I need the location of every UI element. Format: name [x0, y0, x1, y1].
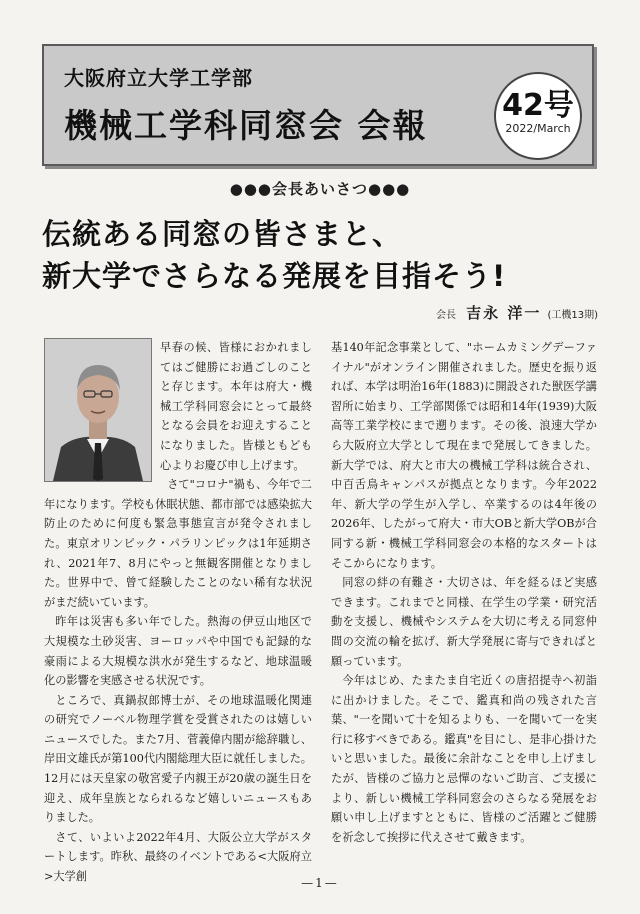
photo-float-spacer [44, 338, 156, 484]
page-number: —1— [301, 876, 339, 890]
issue-badge [494, 72, 582, 160]
issue-number: 42号 [502, 88, 574, 123]
headline-line-1: 伝統ある同窓の皆さまと、 [42, 217, 403, 251]
masthead-subtitle: 大阪府立大学工学部 [64, 66, 253, 90]
paragraph: 基140年記念事業として、"ホームカミングデーファイナル"がオンライン開催されました。歴史を振り返れば、本学は明治16年(1883)に開設された獣医学講習所に始まり、工学部関係では昭和14年(1939)大阪高等工業学校にまで遡ります。その後、浪速大学から大阪府立大学として現在まで発展してきました。新大学では、府大と市大の機械工学科は統合され、中百舌鳥キャンパスが拠点となります。今年2022年、新大学の学生が入学し、卒業するのは4年後の2026年、したがって府大・市大OBと新大学OBが合同する新・機械工学科同窓会の本格的なスタートはそこからになります。 [331, 341, 597, 570]
headline-line-2: 新大学でさらなる発展を目指そう! [42, 259, 507, 293]
paragraph: 今年はじめ、たまたま自宅近くの唐招提寺へ初詣に出かけました。そこで、鑑真和尚の残された言葉、"一を聞いて十を知るよりも、一を聞いて一を実行に移すべきである。鑑真"を目にし、是非心掛けたいと思いました。最後に余計なことを申し上げましたが、皆様のご協力と忌憚のないご助言、ご支援により、新しい機械工学科同窓会のさらなる発展をお願い申し上げますとともに、皆様のご活躍とご健勝を祈念して挨拶に代えさせて戴きます。 [331, 674, 597, 844]
author-class: (工機13期) [547, 310, 598, 321]
article-right-column [331, 338, 597, 847]
paragraph: 早春の候、皆様におかれましてはご健勝にお過ごしのことと存じます。本年は府大・機械工学科同窓会にとって最終となる会員をお迎えすることになりました。皆様ともども心よりお慶び申し上げます。 [160, 341, 312, 472]
author-byline [436, 302, 598, 323]
paragraph: 昨年は災害も多い年でした。熱海の伊豆山地区で大規模な土砂災害、ヨーロッパや中国でも記録的な豪雨による大規模な洪水が発生するなど、地球温暖化の影響を実感させる状況です。 [44, 615, 312, 688]
paragraph: さて、いよいよ2022年4月、大阪公立大学がスタートします。昨秋、最終のイベントである<大阪府立>大学創 [44, 830, 312, 884]
article-left-column [44, 338, 312, 887]
paragraph: さて"コロナ"禍も、今年で二年になります。学校も休眠状態、都市部では感染拡大防止のために何度も緊急事態宣言が発令されました。東京オリンピック・パラリンピックは1年延期され、2021年7、8月にやっと無観客開催となりました。世界中で、曾て経験したことのない稀有な状況がまだ続いています。 [44, 478, 312, 609]
section-heading: ●●●会長あいさつ●●● [229, 180, 411, 198]
author-name: 吉永 洋一 [466, 304, 542, 322]
masthead-title: 機械工学科同窓会 会報 [64, 106, 428, 145]
paragraph: ところで、真鍋叔郎博士が、その地球温暖化関連の研究でノーベル物理学賞を受賞されたのは嬉しいニュースでした。また7月、菅義偉内閣が総辞職し、岸田文雄氏が第100代内閣総理大臣に就任しました。12月には天皇家の敬宮愛子内親王が20歳の誕生日を迎え、成年皇族となられるなど嬉しいニュースもありました。 [44, 693, 312, 825]
author-role: 会長 [435, 310, 456, 321]
issue-date: 2022/March [505, 122, 571, 135]
paragraph: 同窓の絆の有難さ・大切さは、年を経るほど実感できます。これまでと同様、在学生の学業・研究活動を支援し、機械やシステムを大切に考える同窓仲間の交流の輪を拡げ、新大学発展に寄与できればと願っています。 [331, 576, 597, 668]
